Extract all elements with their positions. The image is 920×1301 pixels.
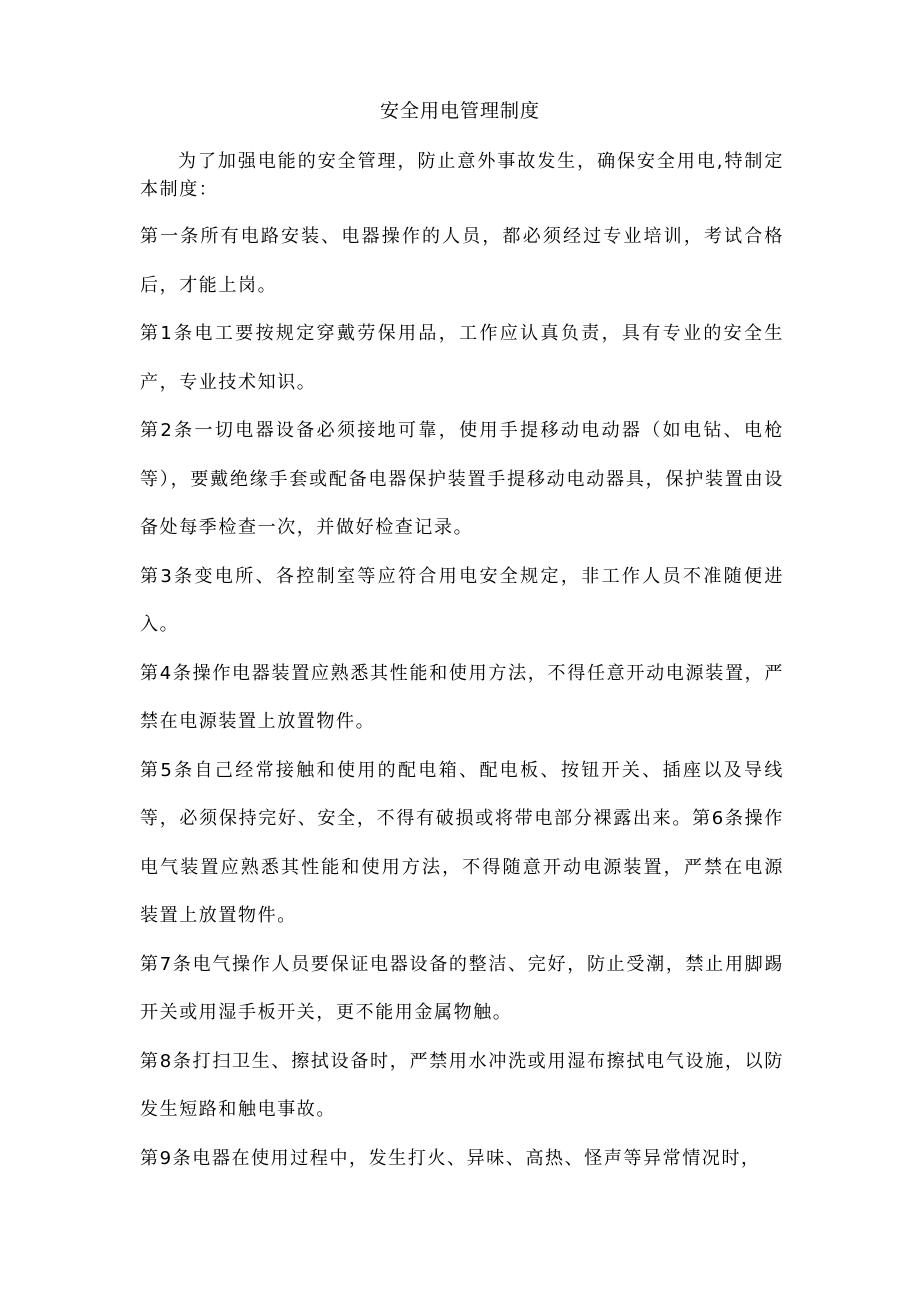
intro-paragraph: 为了加强电能的安全管理，防止意外事故发生，确保安全用电,特制定本制度： <box>140 151 784 200</box>
article-paragraph: 第8条打扫卫生、擦拭设备时，严禁用水冲洗或用湿布擦拭电气设施，以防发生短路和触电事故。 <box>140 1050 784 1120</box>
article-paragraph: 第7条电气操作人员要保证电器设备的整洁、完好，防止受潮，禁止用脚踢开关或用湿手板开关，更不能用金属物触。 <box>140 953 784 1023</box>
article-paragraph: 第2条一切电器设备必须接地可靠，使用手提移动电动器（如电钻、电枪等），要戴绝缘手套或配备电器保护装置手提移动电动器具，保护装置由设备处每季检查一次，并做好检查记录。 <box>140 420 784 538</box>
document-body <box>140 213 784 1183</box>
document-title: 安全用电管理制度 <box>379 100 540 122</box>
article-paragraph: 第5条自己经常接触和使用的配电箱、配电板、按钮开关、插座以及导线等，必须保持完好、安全，不得有破损或将带电部分裸露出来。第6条操作电气装置应熟悉其性能和使用方法，不得随意开动电源装置，严禁在电源装置上放置物件。 <box>140 759 784 926</box>
article-paragraph: 第一条所有电路安装、电器操作的人员，都必须经过专业培训，考试合格后，才能上岗。 <box>140 226 784 296</box>
article-paragraph: 第3条变电所、各控制室等应符合用电安全规定，非工作人员不准随便进入。 <box>140 565 784 635</box>
article-paragraph: 第4条操作电器装置应熟悉其性能和使用方法，不得任意开动电源装置，严禁在电源装置上放置物件。 <box>140 662 784 732</box>
article-paragraph: 第1条电工要按规定穿戴劳保用品，工作应认真负责，具有专业的安全生产，专业技术知识。 <box>140 323 784 393</box>
article-paragraph: 第9条电器在使用过程中，发生打火、异味、高热、怪声等异常情况时， <box>140 1147 761 1169</box>
